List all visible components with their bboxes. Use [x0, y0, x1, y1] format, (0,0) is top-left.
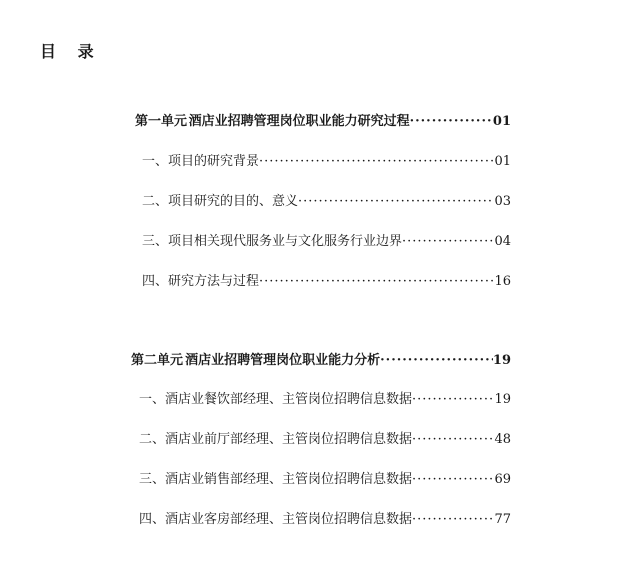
page-number: 01	[492, 114, 511, 129]
leader-dots	[412, 472, 494, 487]
toc-unit-1[interactable]	[135, 110, 511, 129]
unit-number: 第二单元	[131, 353, 184, 368]
page-number: 48	[494, 432, 511, 447]
leader-dots	[412, 432, 494, 447]
toc-item[interactable]	[142, 270, 511, 289]
leader-dots	[412, 512, 494, 527]
item-label: 一、项目的研究背景	[142, 154, 260, 169]
leader-dots	[259, 154, 494, 169]
page-number: 77	[494, 512, 511, 527]
toc-item[interactable]	[139, 388, 511, 407]
leader-dots	[402, 234, 494, 249]
toc-item[interactable]	[139, 508, 511, 527]
unit-number: 第一单元	[135, 114, 188, 129]
toc-title: 目 录	[40, 42, 102, 61]
leader-dots	[410, 114, 493, 129]
toc-item[interactable]	[142, 150, 511, 169]
toc-item[interactable]	[139, 468, 511, 487]
page-number: 19	[494, 392, 511, 407]
unit-title: 酒店业招聘管理岗位职业能力分析	[185, 353, 381, 368]
toc-item[interactable]	[142, 190, 511, 209]
item-label: 二、酒店业前厅部经理、主管岗位招聘信息数据	[139, 432, 413, 447]
leader-dots	[259, 274, 494, 289]
page-number: 69	[494, 472, 511, 487]
unit-title: 酒店业招聘管理岗位职业能力研究过程	[188, 114, 410, 129]
page-number: 16	[494, 274, 511, 289]
leader-dots	[380, 353, 493, 368]
page-number: 19	[492, 353, 511, 368]
toc-unit-2[interactable]	[131, 349, 511, 368]
item-label: 三、酒店业销售部经理、主管岗位招聘信息数据	[139, 472, 413, 487]
leader-dots	[412, 392, 494, 407]
item-label: 二、项目研究的目的、意义	[142, 194, 299, 209]
page-number: 04	[494, 234, 511, 249]
item-label: 四、研究方法与过程	[142, 274, 260, 289]
leader-dots	[298, 194, 494, 209]
item-label: 一、酒店业餐饮部经理、主管岗位招聘信息数据	[139, 392, 413, 407]
toc-item[interactable]	[139, 428, 511, 447]
item-label: 三、项目相关现代服务业与文化服务行业边界	[142, 234, 403, 249]
item-label: 四、酒店业客房部经理、主管岗位招聘信息数据	[139, 512, 413, 527]
page-number: 01	[494, 154, 511, 169]
toc-item[interactable]	[142, 230, 511, 249]
page-number: 03	[494, 194, 511, 209]
